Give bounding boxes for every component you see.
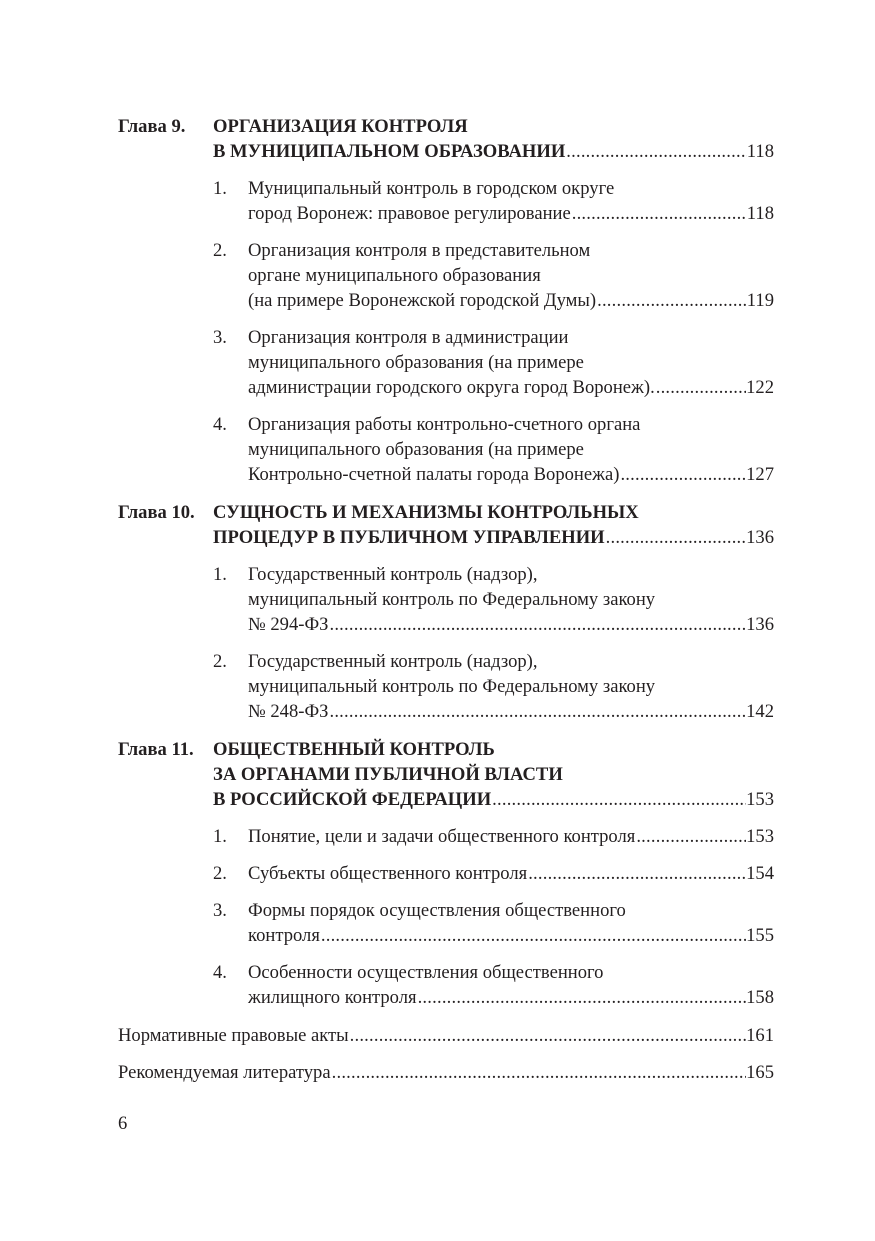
back-matter-entry-literature[interactable]	[118, 1060, 774, 1085]
section-title-line: жилищного контроля	[248, 987, 417, 1008]
dot-leader	[635, 824, 746, 849]
section-title-line: (на примере Воронежской городской Думы)	[248, 290, 597, 311]
page-ref: 119	[746, 290, 774, 311]
chapter-title-entry[interactable]	[213, 525, 774, 550]
section-number: 2.	[213, 240, 227, 261]
section-title-line: Формы порядок осуществления общественного	[248, 900, 626, 921]
chapter-label: Глава 10.	[118, 502, 195, 523]
chapter-title-line: В РОССИЙСКОЙ ФЕДЕРАЦИИ	[213, 789, 492, 810]
page-ref: 122	[746, 377, 774, 398]
dot-leader	[417, 985, 747, 1010]
dot-leader	[565, 139, 747, 164]
back-matter-title: Нормативные правовые акты	[118, 1025, 349, 1046]
page-ref: 127	[746, 464, 774, 485]
chapter-title-entry[interactable]	[213, 787, 774, 812]
page-ref: 155	[746, 925, 774, 946]
dot-leader	[655, 375, 746, 400]
chapter-title-line: ЗА ОРГАНАМИ ПУБЛИЧНОЙ ВЛАСТИ	[213, 764, 563, 785]
section-number: 1.	[213, 826, 227, 847]
section-title-line: город Воронеж: правовое регулирование	[248, 203, 571, 224]
page-ref: 161	[746, 1025, 774, 1046]
dot-leader	[491, 787, 746, 812]
dot-leader	[349, 1023, 746, 1048]
section-entry[interactable]	[213, 562, 774, 637]
dot-leader	[596, 288, 747, 313]
dot-leader	[328, 699, 746, 724]
section-entry[interactable]	[213, 176, 774, 226]
section-title-line: муниципального образования (на примере	[248, 439, 584, 460]
section-title-line: контроля	[248, 925, 320, 946]
section-title-line: Субъекты общественного контроля	[248, 863, 528, 884]
section-title-line: Контрольно-счетной палаты города Воронежа)	[248, 464, 620, 485]
section-title-line: Муниципальный контроль в городском округе	[248, 178, 615, 199]
dot-leader	[320, 923, 746, 948]
chapter-11	[118, 737, 774, 1010]
page-ref: 118	[746, 141, 774, 162]
section-entry[interactable]	[213, 960, 774, 1010]
section-number: 3.	[213, 900, 227, 921]
page-ref: 136	[746, 614, 774, 635]
page-ref: 136	[746, 527, 774, 548]
dot-leader	[527, 861, 746, 886]
section-number: 4.	[213, 962, 227, 983]
section-title-line: № 294-ФЗ	[248, 614, 329, 635]
section-title-line: Организация контроля в представительном	[248, 240, 591, 261]
back-matter-entry-normative-acts[interactable]	[118, 1023, 774, 1048]
dot-leader	[331, 1060, 746, 1085]
section-number: 2.	[213, 863, 227, 884]
section-number: 2.	[213, 651, 227, 672]
section-entry[interactable]	[213, 861, 774, 886]
section-entry[interactable]	[213, 824, 774, 849]
dot-leader	[571, 201, 747, 226]
page-number: 6	[118, 1113, 128, 1134]
section-entry[interactable]	[213, 325, 774, 400]
dot-leader	[328, 612, 746, 637]
page-ref: 153	[746, 789, 774, 810]
section-entry[interactable]	[213, 898, 774, 948]
section-title-line: администрации городского округа город Воронеж).	[248, 377, 655, 398]
page-ref: 154	[746, 863, 774, 884]
section-title-line: Понятие, цели и задачи общественного контроля	[248, 826, 636, 847]
section-title-line: Государственный контроль (надзор),	[248, 651, 538, 672]
page-ref: 118	[746, 203, 774, 224]
chapter-title-line: ОРГАНИЗАЦИЯ КОНТРОЛЯ	[213, 116, 468, 137]
chapter-title-entry[interactable]	[213, 139, 774, 164]
chapter-10	[118, 500, 774, 724]
section-title-line: органе муниципального образования	[248, 265, 541, 286]
table-of-contents	[118, 114, 774, 1085]
chapter-9	[118, 114, 774, 487]
section-title-line: Государственный контроль (надзор),	[248, 564, 538, 585]
section-title-line: муниципальный контроль по Федеральному закону	[248, 589, 656, 610]
page-ref: 153	[746, 826, 774, 847]
section-entry[interactable]	[213, 238, 774, 313]
section-number: 3.	[213, 327, 227, 348]
section-entry[interactable]	[213, 649, 774, 724]
section-title-line: муниципального образования (на примере	[248, 352, 584, 373]
chapter-title-line: ОБЩЕСТВЕННЫЙ КОНТРОЛЬ	[213, 739, 495, 760]
dot-leader	[619, 462, 746, 487]
section-title-line: Особенности осуществления общественного	[248, 962, 604, 983]
page-ref: 142	[746, 701, 774, 722]
page-ref: 165	[746, 1062, 774, 1083]
dot-leader	[605, 525, 746, 550]
section-entry[interactable]	[213, 412, 774, 487]
section-title-line: муниципальный контроль по Федеральному закону	[248, 676, 656, 697]
section-number: 1.	[213, 178, 227, 199]
section-number: 1.	[213, 564, 227, 585]
chapter-label: Глава 9.	[118, 116, 186, 137]
chapter-label: Глава 11.	[118, 739, 194, 760]
section-title-line: № 248-ФЗ	[248, 701, 329, 722]
section-title-line: Организация работы контрольно-счетного органа	[248, 414, 641, 435]
back-matter-title: Рекомендуемая литература	[118, 1062, 331, 1083]
section-number: 4.	[213, 414, 227, 435]
chapter-title-line: ПРОЦЕДУР В ПУБЛИЧНОМ УПРАВЛЕНИИ	[213, 527, 605, 548]
chapter-title-line: СУЩНОСТЬ И МЕХАНИЗМЫ КОНТРОЛЬНЫХ	[213, 502, 639, 523]
page-ref: 158	[746, 987, 774, 1008]
section-title-line: Организация контроля в администрации	[248, 327, 569, 348]
chapter-title-line: В МУНИЦИПАЛЬНОМ ОБРАЗОВАНИИ	[213, 141, 566, 162]
